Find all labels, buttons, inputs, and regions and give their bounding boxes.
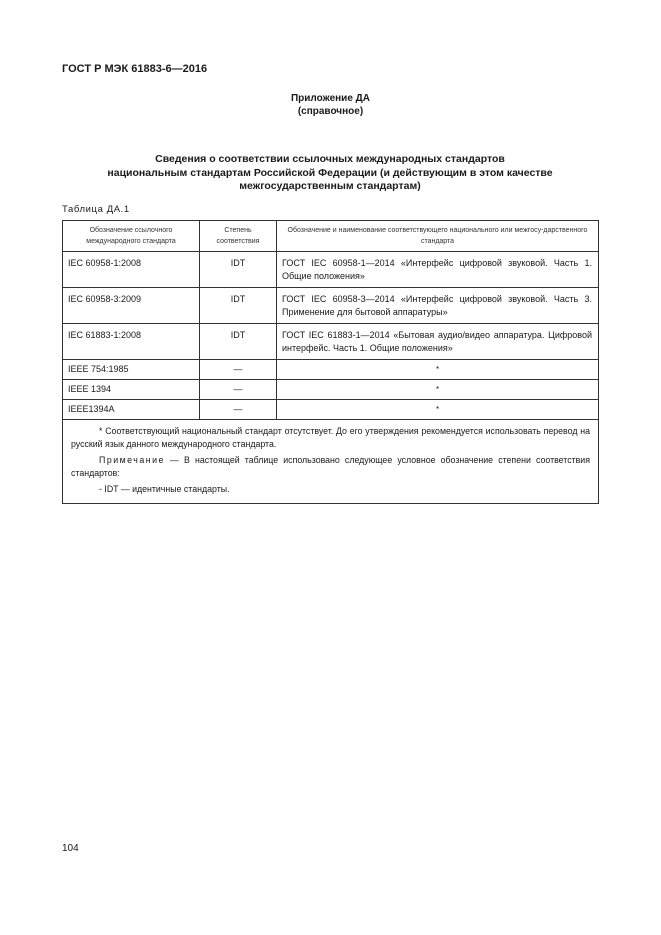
cell-ref: IEC 60958-1:2008 bbox=[63, 252, 200, 288]
table-notes bbox=[63, 420, 599, 504]
appendix-title: Приложение ДА bbox=[290, 93, 371, 104]
idt-definition: - IDT — идентичные стандарты. bbox=[99, 484, 230, 494]
cell-degree: IDT bbox=[200, 324, 277, 360]
cell-national: ГОСТ IEC 61883-1—2014 «Бытовая аудио/видео аппаратура. Цифровой интерфейс. Часть 1. Общие положения» bbox=[277, 324, 599, 360]
header-degree: Степень соответствия bbox=[200, 221, 277, 252]
appendix-subtitle: (справочное) bbox=[297, 106, 364, 117]
table-row bbox=[63, 360, 599, 380]
table-row bbox=[63, 288, 599, 324]
table-row bbox=[63, 252, 599, 288]
cell-ref: IEEE1394A bbox=[63, 400, 200, 420]
table-label: Таблица ДА.1 bbox=[62, 204, 130, 215]
table-row bbox=[63, 400, 599, 420]
standard-code: ГОСТ Р МЭК 61883-6—2016 bbox=[62, 63, 208, 75]
table-row bbox=[63, 380, 599, 400]
cell-national: * bbox=[277, 400, 599, 420]
cell-national: ГОСТ IEC 60958-1—2014 «Интерфейс цифровой звуковой. Часть 1. Общие положения» bbox=[277, 252, 599, 288]
cell-national: * bbox=[277, 360, 599, 380]
section-title-line: межгосударственным стандартам) bbox=[239, 180, 421, 192]
cell-ref: IEC 61883-1:2008 bbox=[63, 324, 200, 360]
section-title bbox=[80, 153, 580, 194]
cell-ref: IEEE 754:1985 bbox=[63, 360, 200, 380]
page-number: 104 bbox=[62, 843, 79, 854]
table-row bbox=[63, 324, 599, 360]
cell-ref: IEEE 1394 bbox=[63, 380, 200, 400]
table-header-row bbox=[63, 221, 599, 252]
section-title-line: национальным стандартам Российской Федерации (и действующим в этом качестве bbox=[107, 166, 553, 179]
note bbox=[71, 454, 590, 480]
note-label: Примечание bbox=[99, 455, 165, 465]
footnote: * Соответствующий национальный стандарт отсутствует. До его утверждения рекомендуется использовать перевод на русский язык данного международного стандарта. bbox=[71, 426, 590, 449]
cell-degree: — bbox=[200, 360, 277, 380]
cell-degree: — bbox=[200, 380, 277, 400]
header-national-standard: Обозначение и наименование соответствующего национального или межгосу-дарственного стандарта bbox=[277, 221, 599, 252]
cell-degree: IDT bbox=[200, 288, 277, 324]
standards-table bbox=[62, 220, 599, 504]
note-text: — В настоящей таблице использовано следующее условное обозначение степени соответствия стандартов: bbox=[71, 455, 590, 478]
table-notes-row bbox=[63, 420, 599, 504]
cell-ref: IEC 60958-3:2009 bbox=[63, 288, 200, 324]
cell-degree: IDT bbox=[200, 252, 277, 288]
cell-degree: — bbox=[200, 400, 277, 420]
cell-national: * bbox=[277, 380, 599, 400]
header-ref-standard: Обозначение ссылочного международного стандарта bbox=[63, 221, 200, 252]
cell-national: ГОСТ IEC 60958-3—2014 «Интерфейс цифровой звуковой. Часть 3. Применение для бытовой аппаратуры» bbox=[277, 288, 599, 324]
section-title-line: Сведения о соответствии ссылочных международных стандартов bbox=[155, 153, 505, 165]
